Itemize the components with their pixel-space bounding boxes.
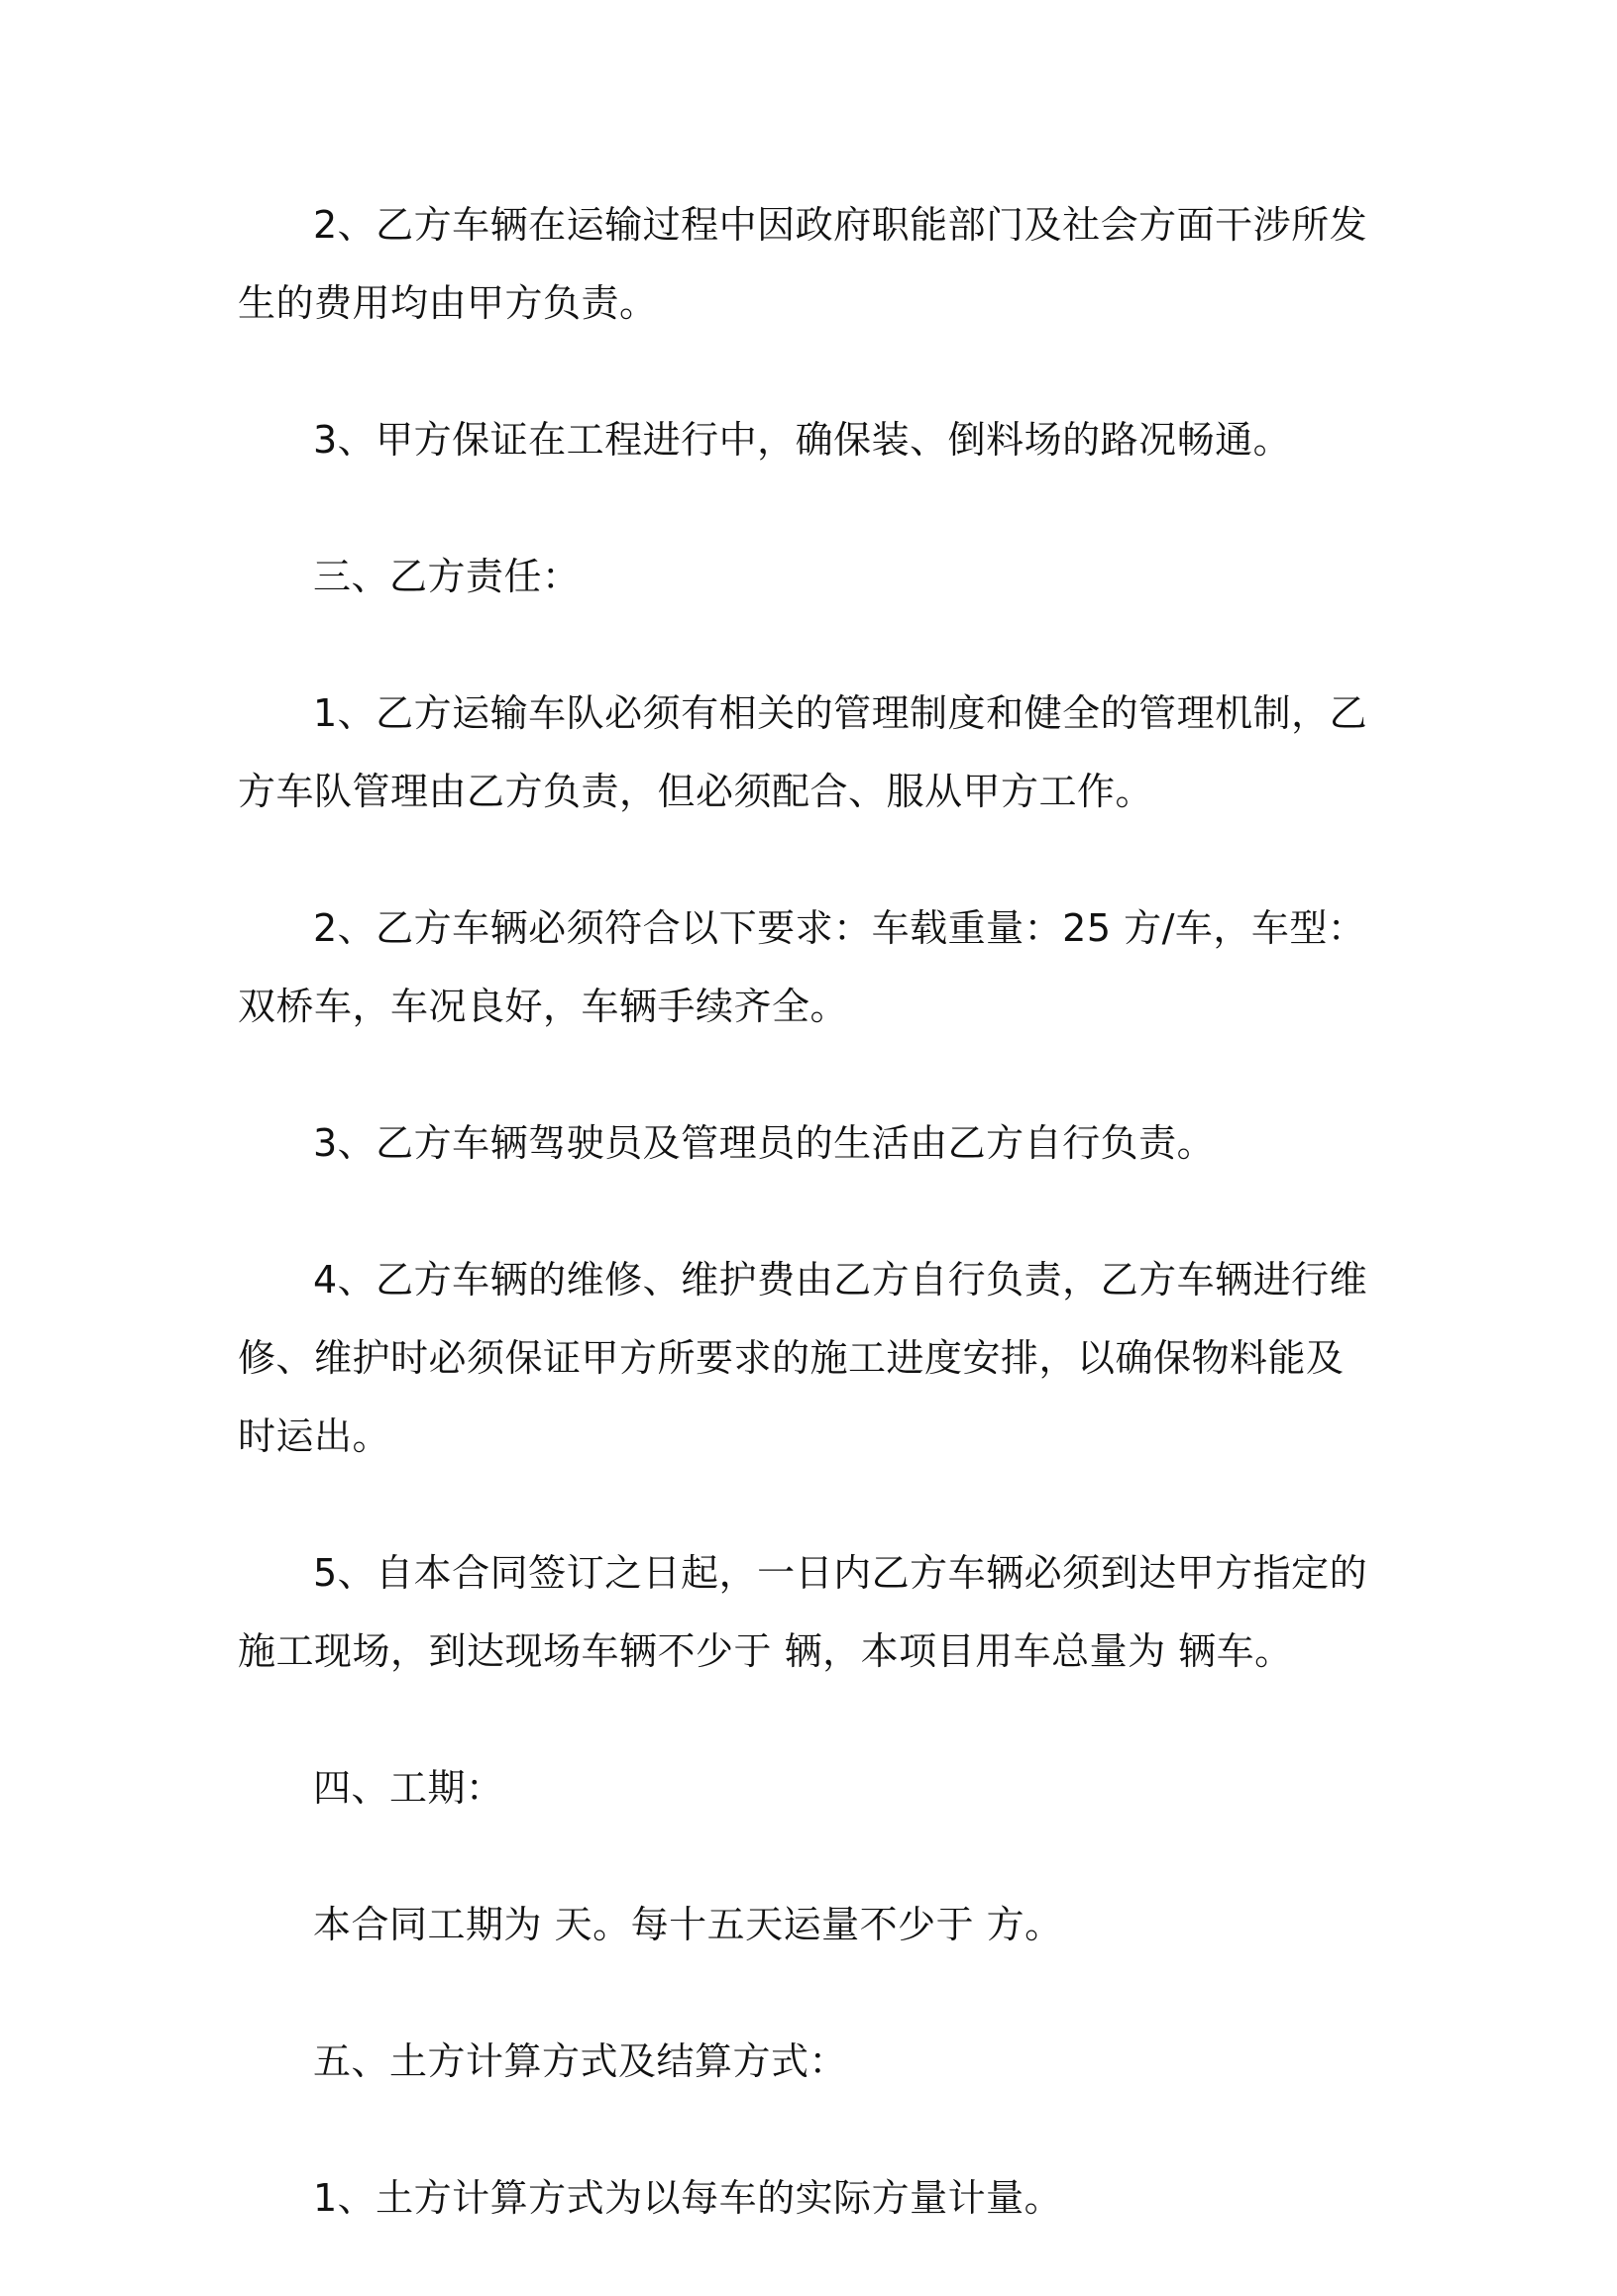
paragraph-driver-living: 3、乙方车辆驾驶员及管理员的生活由乙方自行负责。 bbox=[313, 1121, 1216, 1165]
paragraph-vehicle-requirements: 2、乙方车辆必须符合以下要求：车载重量：25 方/车，车型：双桥车，车况良好，车辆手续齐全。 bbox=[238, 906, 1366, 1028]
paragraph-arrival: 5、自本合同签订之日起，一日内乙方车辆必须到达甲方指定的施工现场，到达现场车辆不少于 辆，本项目用车总量为 辆车。 bbox=[238, 1551, 1368, 1673]
paragraph-maintenance: 4、乙方车辆的维修、维护费由乙方自行负责，乙方车辆进行维修、维护时必须保证甲方所要求的施工进度安排，以确保物料能及时运出。 bbox=[238, 1258, 1368, 1458]
section-heading-party-b-duties: 三、乙方责任： bbox=[313, 555, 581, 598]
paragraph-gov-fees: 2、乙方车辆在运输过程中因政府职能部门及社会方面干涉所发生的费用均由甲方负责。 bbox=[238, 203, 1368, 325]
section-heading-calculation: 五、土方计算方式及结算方式： bbox=[313, 2039, 848, 2083]
section-heading-schedule: 四、工期： bbox=[313, 1766, 504, 1810]
document-body bbox=[238, 186, 1377, 2296]
paragraph-fleet-management: 1、乙方运输车队必须有相关的管理制度和健全的管理机制，乙方车队管理由乙方负责，但必须配合、服从甲方工作。 bbox=[238, 691, 1368, 813]
paragraph-road-access: 3、甲方保证在工程进行中，确保装、倒料场的路况畅通。 bbox=[313, 418, 1292, 462]
paragraph-schedule-terms: 本合同工期为 天。每十五天运量不少于 方。 bbox=[313, 1903, 1063, 1946]
paragraph-calculation-method: 1、土方计算方式为以每车的实际方量计量。 bbox=[313, 2176, 1063, 2220]
